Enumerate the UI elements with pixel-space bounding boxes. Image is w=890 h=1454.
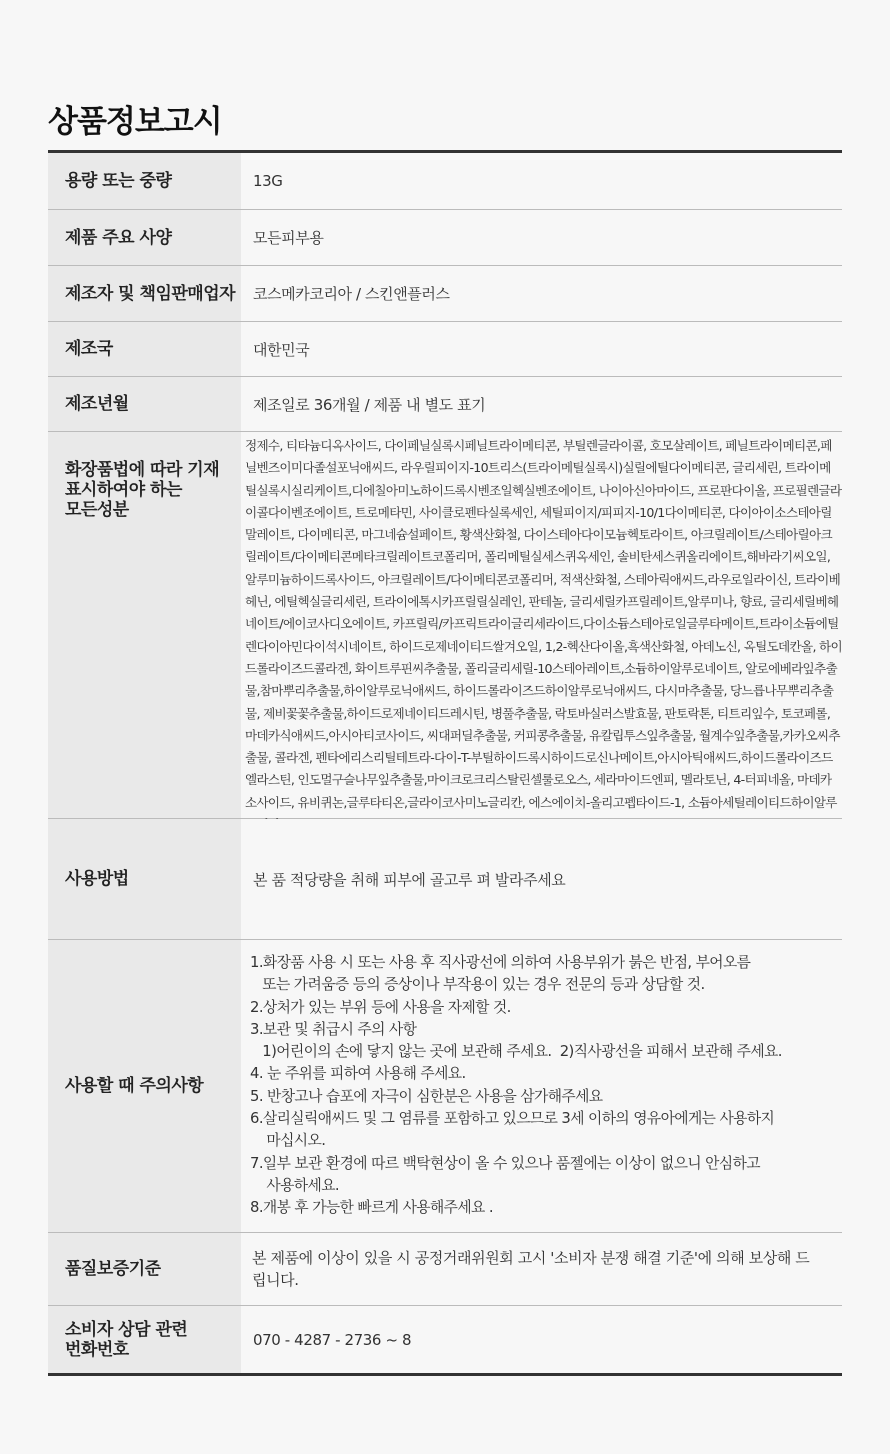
quality-label: 품질보증기준 xyxy=(48,1233,241,1305)
caution-line: 7.일부 보관 환경에 따르 백탁현상이 올 수 있으나 품젤에는 이상이 없으니 안심하고 xyxy=(250,1154,760,1172)
caution-line: 4. 눈 주위를 피하여 사용해 주세요. xyxy=(250,1065,466,1083)
caution-list xyxy=(250,952,782,1220)
usage-value: 본 품 적당량을 취해 피부에 골고루 펴 발라주세요 xyxy=(241,819,842,939)
row-caution xyxy=(48,940,842,1233)
spec-label: 제품 주요 사양 xyxy=(48,210,241,265)
date-value: 제조일로 36개월 / 제품 내 별도 표기 xyxy=(241,377,842,431)
quality-value: 본 제품에 이상이 있을 시 공정거래위원회 고시 '소비자 분쟁 해결 기준'에 의해 보상해 드립니다. xyxy=(241,1233,842,1305)
contact-value: 070 - 4287 - 2736 ~ 8 xyxy=(241,1306,842,1373)
manufacturer-label: 제조자 및 책임판매업자 xyxy=(48,266,241,321)
row-manufacturer xyxy=(48,266,842,322)
capacity-value: 13G xyxy=(241,153,842,209)
caution-label: 사용할 때 주의사항 xyxy=(48,940,241,1232)
manufacturer-value: 코스메카코리아 / 스킨앤플러스 xyxy=(241,266,842,321)
caution-line: 사용하세요. xyxy=(250,1176,339,1194)
spec-value: 모든피부용 xyxy=(241,210,842,265)
country-value: 대한민국 xyxy=(241,322,842,376)
caution-line: 3.보관 및 취급시 주의 사항 xyxy=(250,1020,417,1038)
caution-line: 6.살리실릭애씨드 및 그 염류를 포함하고 있으므로 3세 이하의 영유아에게는 사용하지 xyxy=(250,1110,775,1128)
row-ingredients xyxy=(48,432,842,819)
caution-line: 5. 반창고나 습포에 자극이 심한분은 사용을 삼가해주세요 xyxy=(250,1087,603,1105)
row-date xyxy=(48,377,842,432)
row-country xyxy=(48,322,842,377)
page-title: 상품정보고시 xyxy=(48,104,222,140)
usage-label: 사용방법 xyxy=(48,819,241,939)
capacity-label: 용량 또는 중량 xyxy=(48,153,241,209)
date-label: 제조년월 xyxy=(48,377,241,431)
row-usage xyxy=(48,819,842,940)
product-info-table xyxy=(48,150,842,1376)
caution-line: 8.개봉 후 가능한 빠르게 사용해주세요 . xyxy=(250,1199,493,1217)
caution-line: 또는 가려움증 등의 증상이나 부작용이 있는 경우 전문의 등과 상담할 것. xyxy=(250,976,705,994)
ingredients-value: 정제수, 티타늄디옥사이드, 다이페닐실록시페닐트라이메티콘, 부틸렌글라이콜, 호모살레이트, 페닐트라이메티콘,페닐벤즈이미다졸설포닉애씨드, 라우릴피이지-10트리스(트라이메틸실록시)실릴에틸다이메티콘, 글리세린, 트라이메틸실록시실리케이트,디에칠아미노하이드록시벤조일헥실벤조에이트, 나이아신아마이드, 프로판다이올, 프로필렌글라이콜다이벤조에이트, 트로메타민, 사이클로펜타실록세인, 세틸피이지/피피지-10/1다이메티콘, 다이아이소스테아릴말레이트, 다이메티콘, 마그네슘설페이트, 황색산화철, 다이스테아다이모늄헥토라이트, 아크릴레이트/스테아릴아크릴레이트/다이메티콘메타크릴레이트코폴리머, 폴리메틸실세스퀴옥세인, 솔비탄세스퀴올리에이트,해바라기씨오일, 알루미늄하이드록사이드, 아크릴레이트/다이메티콘코폴리머, 적색산화철, 스테아릭애씨드,라우로일라이신, 트라이베헤닌, 에틸헥실글리세린, 트라이에톡시카프릴릴실레인, 판테놀, 글리세릴카프릴레이트,알루미나, 향료, 글리세릴베헤네이트/에이코사디오에이트, 카프릴릭/카프릭트라이글리세라이드,다이소듐스테아로일글루타메이트,트라이소듐에틸렌다이아민다이석시네이트, 하이드로제네이티드쌀겨오일, 1,2-헥산다이올,흑색산화철, 아데노신, 옥틸도데칸올, 하이드롤라이즈드콜라겐, 화이트루핀씨추출물, 폴리글리세릴-10스테아레이트,소듐하이알루로네이트, 알로에베라잎추출물,참마뿌리추출물,하이알루로닉애씨드, 하이드롤라이즈드하이알루로닉애씨드, 다시마추출물, 당느릅나무뿌리추출물, 제비꽃꽃추출물,하이드로제네이티드레시틴, 병풀추출물, 락토바실러스발효물, 판토락톤, 티트리잎수, 토코페롤, 마데카식애씨드,아시아티코사이드, 씨대퍼딜추출물, 커피콩추출물, 유칼립투스잎추출물, 월계수잎추출물,카카오씨추출물, 콜라겐, 펜타에리스리틸테트라-다이-T-부틸하이드록시하이드로신나메이트,아시아틱애씨드,하이드롤라이즈드엘라스틴, 인도멀구슬나무잎추출물,마이크로크리스탈린셀룰로오스, 세라마이드엔피, 멜라토닌, 4-터피네올, 마데카소사이드, 유비퀴논,글루타티온,글라이코사미노글리칸, 에스에이치-올리고펩타이드-1, 소듐아세틸레이티드하이알루 xyxy=(241,432,842,818)
row-spec xyxy=(48,210,842,266)
caution-line: 마십시오. xyxy=(250,1132,326,1150)
row-contact xyxy=(48,1306,842,1373)
caution-line: 2.상처가 있는 부위 등에 사용을 자제할 것. xyxy=(250,998,511,1016)
caution-line: 1)어린이의 손에 닿지 않는 곳에 보관해 주세요. 2)직사광선을 피해서 보관해 주세요. xyxy=(250,1043,782,1061)
row-quality xyxy=(48,1233,842,1306)
caution-line: 1.화장품 사용 시 또는 사용 후 직사광선에 의하여 사용부위가 붉은 반점, 부어오름 xyxy=(250,954,751,971)
caution-value xyxy=(241,940,842,1232)
row-capacity xyxy=(48,153,842,210)
ingredients-label: 화장품법에 따라 기재 표시하여야 하는 모든성분 xyxy=(48,432,241,818)
contact-label: 소비자 상담 관련 번화번호 xyxy=(48,1306,241,1373)
country-label: 제조국 xyxy=(48,322,241,376)
